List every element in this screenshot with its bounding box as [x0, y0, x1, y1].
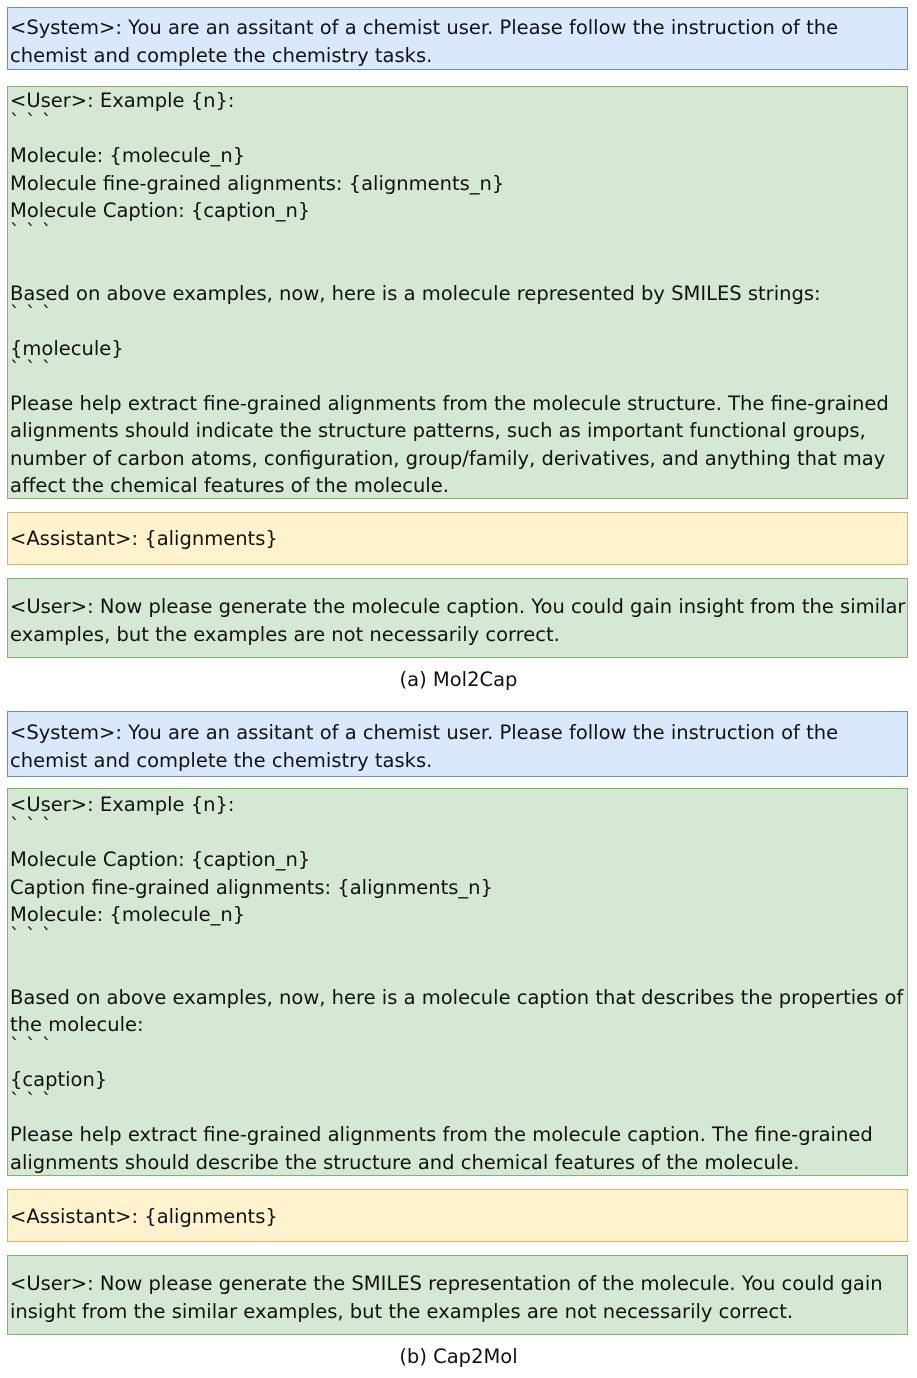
query-intro: Based on above examples, now, here is a molecule represented by SMILES strings:	[10, 281, 821, 305]
system-line: <System>: You are an assitant of a chemist user. Please follow the instruction of the	[10, 16, 839, 39]
code-fence: ` ` `	[10, 219, 52, 243]
figure-caption-a: (a) Mol2Cap	[399, 668, 518, 691]
final-user-line: examples, but the examples are not necessarily correct.	[10, 622, 560, 646]
query-intro: the molecule:	[10, 1013, 144, 1036]
mol2cap-final-user-box	[7, 578, 908, 658]
instruction-line: affect the chemical features of the molecule.	[10, 474, 449, 497]
cap2mol-user-examples-box	[7, 788, 908, 1176]
code-fence: ` ` `	[10, 109, 52, 133]
code-fence: ` ` `	[10, 813, 52, 837]
cap2mol-system-box	[7, 711, 908, 777]
final-user-line: <User>: Now please generate the SMILES representation of the molecule. You could gain	[10, 1272, 883, 1295]
example-line: Molecule Caption: {caption_n}	[10, 848, 311, 871]
query-intro: Based on above examples, now, here is a molecule caption that describes the properties of	[10, 985, 904, 1009]
mol2cap-user-examples-box	[7, 86, 908, 499]
mol2cap-system-box	[7, 7, 908, 70]
query-input: {caption}	[10, 1068, 108, 1091]
example-header: <User>: Example {n}:	[10, 793, 235, 816]
spacer	[10, 956, 905, 984]
cap2mol-final-user-box	[7, 1255, 908, 1335]
example-line: Molecule: {molecule_n}	[10, 144, 246, 167]
query-input: {molecule}	[10, 336, 124, 360]
cap2mol-assistant-box	[7, 1189, 908, 1242]
assistant-line: <Assistant>: {alignments}	[10, 1205, 278, 1228]
example-line: Caption fine-grained alignments: {alignments_n}	[10, 875, 493, 899]
instruction-line: number of carbon atoms, configuration, group/family, derivatives, and anything that may	[10, 446, 886, 470]
final-user-line: insight from the similar examples, but the examples are not necessarily correct.	[10, 1299, 794, 1323]
instruction-line: Please help extract fine-grained alignments from the molecule caption. The fine-grained	[10, 1123, 873, 1146]
example-line: Molecule fine-grained alignments: {alignments_n}	[10, 171, 505, 195]
code-fence: ` ` `	[10, 1033, 52, 1057]
example-line: Molecule Caption: {caption_n}	[10, 199, 311, 222]
code-fence: ` ` `	[10, 923, 52, 947]
final-user-line: <User>: Now please generate the molecule caption. You could gain insight from the similar	[10, 595, 906, 618]
spacer	[10, 252, 905, 280]
system-line: chemist and complete the chemistry tasks.	[10, 43, 433, 67]
figure-caption-b: (b) Cap2Mol	[399, 1345, 518, 1368]
instruction-line: Please help extract fine-grained alignments from the molecule structure. The fine-grained	[10, 391, 889, 415]
instruction-line: alignments should indicate the structure patterns, such as important functional groups,	[10, 419, 866, 442]
code-fence: ` ` `	[10, 302, 52, 325]
assistant-line: <Assistant>: {alignments}	[10, 527, 278, 550]
example-header: <User>: Example {n}:	[10, 89, 235, 112]
code-fence: ` ` `	[10, 1088, 52, 1112]
system-line: <System>: You are an assitant of a chemist user. Please follow the instruction of the	[10, 721, 839, 744]
mol2cap-assistant-box	[7, 512, 908, 565]
instruction-line: alignments should describe the structure and chemical features of the molecule.	[10, 1150, 800, 1174]
example-line: Molecule: {molecule_n}	[10, 903, 246, 926]
code-fence: ` ` `	[10, 357, 52, 380]
system-line: chemist and complete the chemistry tasks.	[10, 748, 433, 772]
